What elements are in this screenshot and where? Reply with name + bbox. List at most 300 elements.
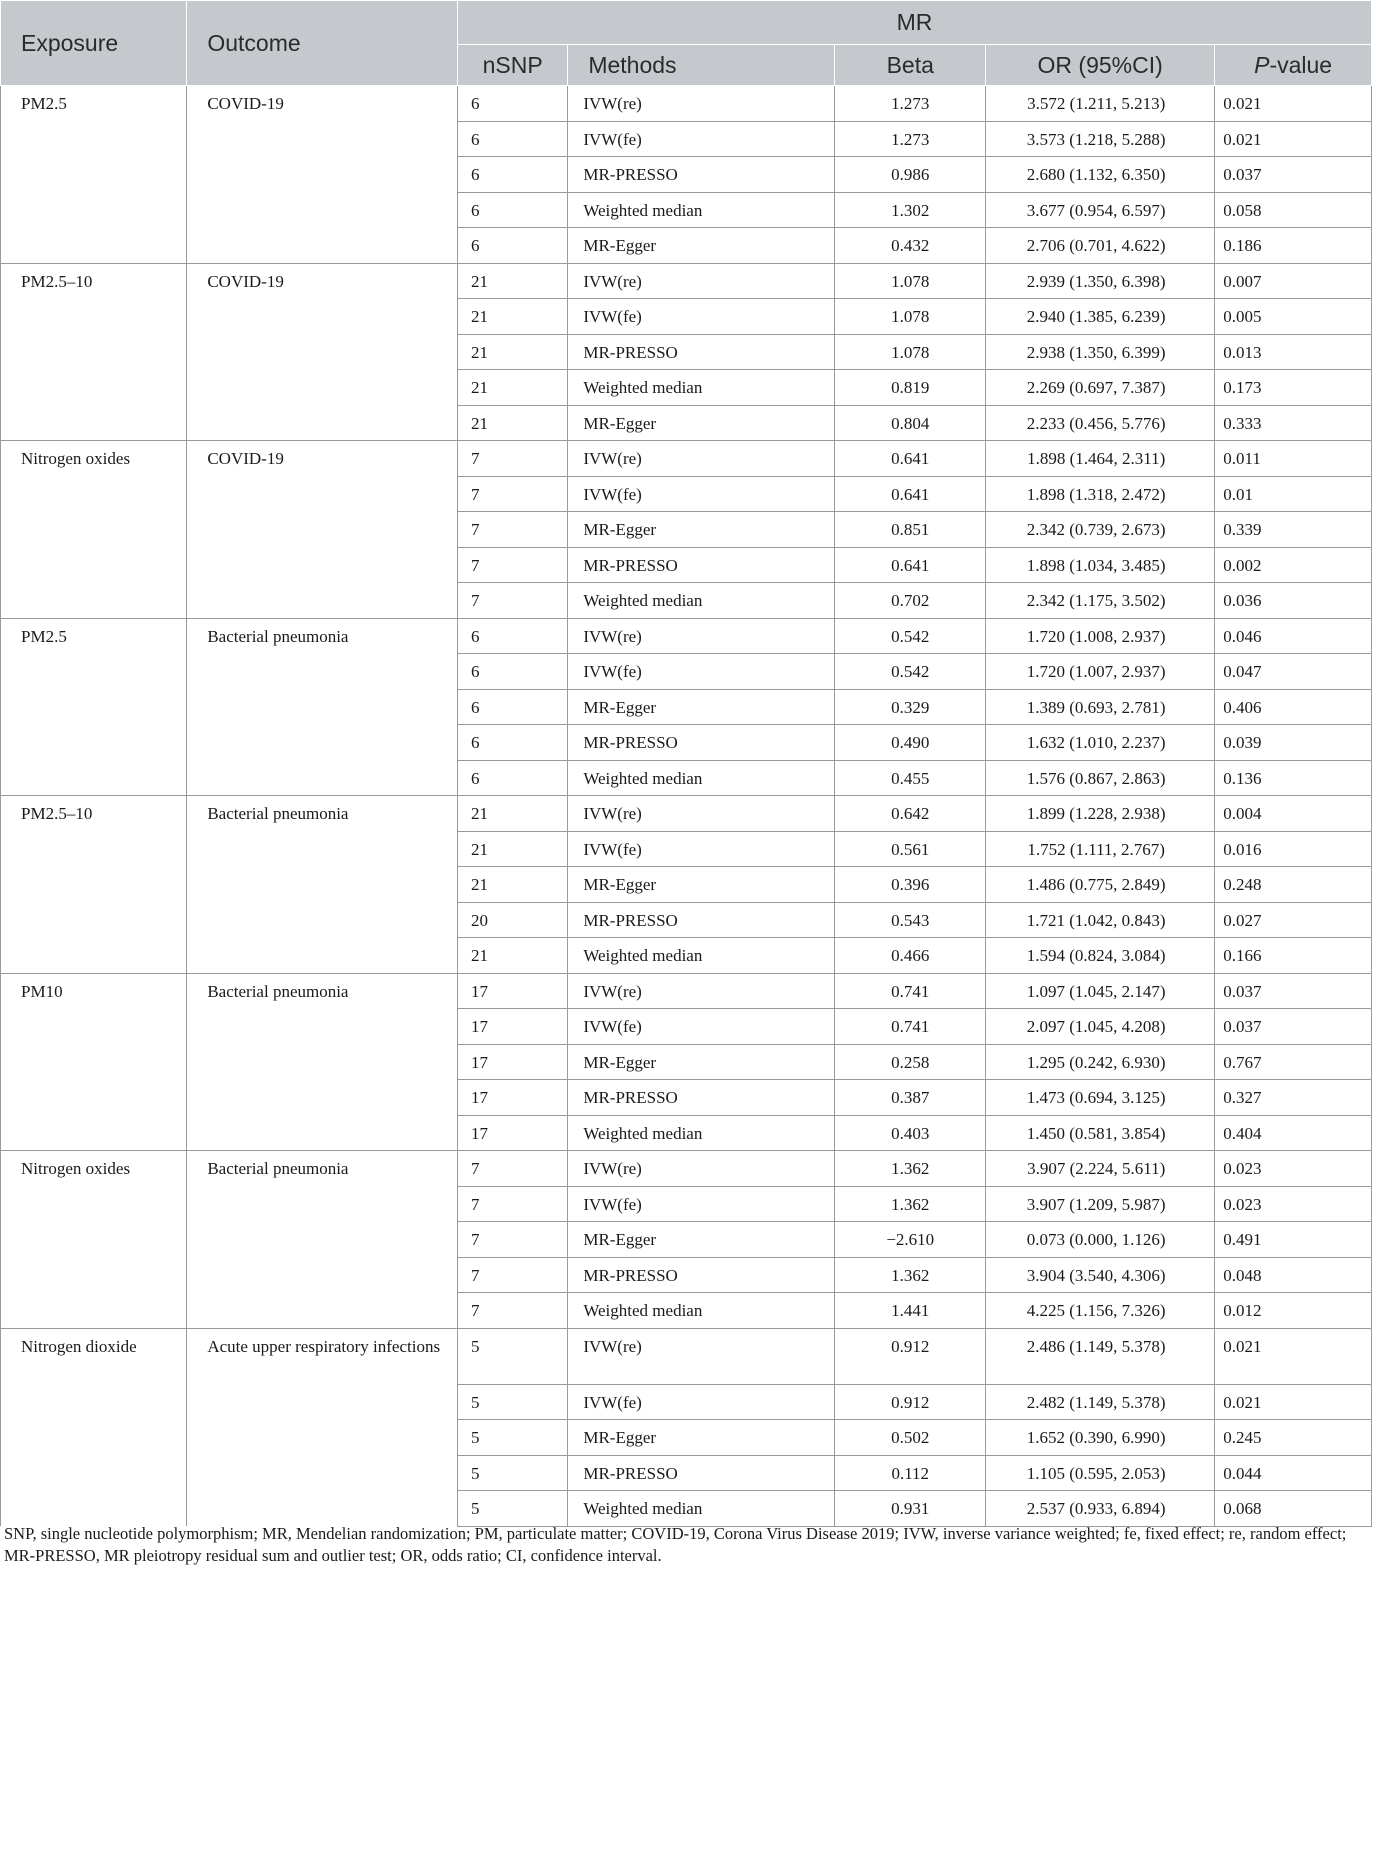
nsnp-cell-text: 6 xyxy=(470,129,480,149)
method-cell-text: MR-PRESSO xyxy=(583,1463,678,1483)
beta-cell xyxy=(835,228,986,264)
or-cell-text: 3.573 (1.218, 5.288) xyxy=(1026,129,1166,149)
method-cell xyxy=(568,725,835,761)
outcome-cell-text: Bacterial pneumonia xyxy=(207,804,349,823)
nsnp-cell xyxy=(457,583,567,619)
method-cell xyxy=(568,796,835,832)
method-cell xyxy=(568,689,835,725)
or-cell xyxy=(986,760,1215,796)
method-cell-text: IVW(re) xyxy=(583,804,642,823)
exposure-cell xyxy=(1,973,187,1151)
or-cell xyxy=(986,618,1215,654)
or-cell-text: 1.899 (1.228, 2.938) xyxy=(1026,804,1166,823)
exposure-cell xyxy=(1,263,187,441)
nsnp-cell-text: 21 xyxy=(470,804,488,823)
or-cell-text: 3.572 (1.211, 5.213) xyxy=(1027,94,1166,113)
nsnp-cell xyxy=(457,405,567,441)
table-group xyxy=(1,973,1372,1151)
beta-cell-text: 0.466 xyxy=(891,946,930,965)
nsnp-cell-text: 6 xyxy=(470,200,480,220)
nsnp-cell xyxy=(457,1151,567,1187)
nsnp-cell-text: 21 xyxy=(470,839,488,859)
method-cell-text: MR-Egger xyxy=(583,1428,657,1447)
nsnp-cell-text: 17 xyxy=(470,1088,488,1107)
exposure-cell xyxy=(1,796,187,974)
method-cell-text: MR-Egger xyxy=(583,236,657,255)
nsnp-cell-text: 6 xyxy=(470,626,480,646)
or-cell xyxy=(986,902,1215,938)
or-cell-text: 1.389 (0.693, 2.781) xyxy=(1026,697,1166,717)
pvalue-cell xyxy=(1215,1151,1372,1187)
beta-cell xyxy=(835,689,986,725)
method-cell xyxy=(568,867,835,903)
or-cell xyxy=(986,1222,1215,1258)
pvalue-cell xyxy=(1215,512,1372,548)
pvalue-cell xyxy=(1215,86,1372,122)
method-cell xyxy=(568,1115,835,1151)
method-cell xyxy=(568,121,835,157)
method-cell-text: MR-Egger xyxy=(583,520,657,539)
method-cell xyxy=(568,1186,835,1222)
pvalue-cell-text: 0.404 xyxy=(1223,1123,1262,1143)
or-cell xyxy=(986,1257,1215,1293)
outcome-cell-text: Bacterial pneumonia xyxy=(207,981,349,1001)
nsnp-cell-text: 7 xyxy=(470,555,480,575)
or-cell-text: 3.677 (0.954, 6.597) xyxy=(1026,200,1166,220)
or-cell xyxy=(986,263,1215,299)
beta-cell-text: 0.986 xyxy=(891,165,930,184)
pvalue-cell xyxy=(1215,192,1372,228)
nsnp-cell-text: 17 xyxy=(470,1123,488,1143)
header-or: OR (95%CI) xyxy=(986,45,1215,86)
pvalue-cell xyxy=(1215,1455,1372,1491)
nsnp-cell-text: 7 xyxy=(470,1265,480,1285)
method-cell-text: IVW(fe) xyxy=(583,1017,642,1036)
pvalue-cell-text: 0.002 xyxy=(1223,555,1262,575)
pvalue-cell xyxy=(1215,689,1372,725)
outcome-cell xyxy=(187,1328,458,1526)
header-mr: MR xyxy=(457,1,1371,45)
or-cell-text: 1.105 (0.595, 2.053) xyxy=(1026,1463,1166,1483)
or-cell xyxy=(986,1115,1215,1151)
pvalue-cell-text: 0.245 xyxy=(1223,1428,1262,1447)
beta-cell xyxy=(835,1044,986,1080)
outcome-cell-text: Bacterial pneumonia xyxy=(207,1159,349,1178)
method-cell-text: MR-Egger xyxy=(583,1052,657,1072)
header-outcome: Outcome xyxy=(187,1,458,86)
or-cell-text: 3.904 (3.540, 4.306) xyxy=(1026,1265,1166,1285)
pvalue-cell-text: 0.173 xyxy=(1223,378,1262,397)
beta-cell xyxy=(835,938,986,974)
method-cell-text: IVW(re) xyxy=(583,1336,642,1356)
header-methods: Methods xyxy=(568,45,835,86)
pvalue-cell xyxy=(1215,228,1372,264)
table-group xyxy=(1,1328,1372,1526)
method-cell xyxy=(568,547,835,583)
beta-cell-text: 0.432 xyxy=(891,236,930,255)
method-cell-text: Weighted median xyxy=(583,946,703,965)
outcome-cell xyxy=(187,618,458,796)
or-cell-text: 2.097 (1.045, 4.208) xyxy=(1026,1017,1166,1036)
beta-cell-text: 0.641 xyxy=(891,449,930,468)
pvalue-cell xyxy=(1215,973,1372,1009)
header-pvalue xyxy=(1215,45,1372,86)
pvalue-cell-text: 0.491 xyxy=(1223,1230,1262,1249)
nsnp-cell xyxy=(457,1293,567,1329)
pvalue-cell-text: 0.044 xyxy=(1223,1463,1262,1483)
method-cell-text: MR-PRESSO xyxy=(583,342,678,362)
method-cell-text: IVW(fe) xyxy=(583,1194,642,1214)
method-cell xyxy=(568,86,835,122)
beta-cell-text: 0.912 xyxy=(891,1392,930,1412)
beta-cell-text: 1.273 xyxy=(891,94,930,113)
beta-cell xyxy=(835,867,986,903)
or-cell xyxy=(986,1186,1215,1222)
or-cell-text: 2.939 (1.350, 6.398) xyxy=(1026,271,1166,291)
method-cell xyxy=(568,1222,835,1258)
beta-cell-text: 0.403 xyxy=(891,1123,930,1143)
method-cell xyxy=(568,583,835,619)
method-cell-text: IVW(re) xyxy=(583,271,642,291)
nsnp-cell xyxy=(457,1491,567,1527)
nsnp-cell xyxy=(457,760,567,796)
beta-cell xyxy=(835,192,986,228)
beta-cell-text: 0.396 xyxy=(891,875,930,894)
pvalue-cell xyxy=(1215,654,1372,690)
exposure-cell xyxy=(1,441,187,619)
nsnp-cell-text: 7 xyxy=(470,1194,480,1214)
pvalue-cell-text: 0.027 xyxy=(1223,910,1262,930)
method-cell xyxy=(568,902,835,938)
nsnp-cell xyxy=(457,512,567,548)
or-cell-text: 2.233 (0.456, 5.776) xyxy=(1026,413,1166,433)
pvalue-cell-text: 0.327 xyxy=(1223,1088,1262,1107)
or-cell xyxy=(986,228,1215,264)
exposure-cell xyxy=(1,1151,187,1329)
table-group xyxy=(1,1151,1372,1329)
nsnp-cell xyxy=(457,902,567,938)
pvalue-cell xyxy=(1215,547,1372,583)
method-cell-text: Weighted median xyxy=(583,768,703,788)
or-cell xyxy=(986,405,1215,441)
beta-cell xyxy=(835,441,986,477)
beta-cell-text: 0.329 xyxy=(891,697,930,717)
pvalue-cell-text: 0.021 xyxy=(1223,94,1262,113)
nsnp-cell-text: 20 xyxy=(470,910,488,930)
exposure-cell-text: PM10 xyxy=(21,981,63,1001)
pvalue-cell-text: 0.004 xyxy=(1223,804,1262,823)
nsnp-cell xyxy=(457,973,567,1009)
pvalue-cell xyxy=(1215,476,1372,512)
beta-cell xyxy=(835,547,986,583)
method-cell xyxy=(568,1009,835,1045)
beta-cell xyxy=(835,1257,986,1293)
exposure-cell xyxy=(1,618,187,796)
pvalue-cell-text: 0.767 xyxy=(1223,1052,1262,1072)
nsnp-cell xyxy=(457,1222,567,1258)
table-footnote: SNP, single nucleotide polymorphism; MR, Mendelian randomization; PM, particulate matter; COVID-19, Corona Virus Disease 2019; IVW, inverse variance weighted; fe, fixed effect; re, random effect; MR-PRESSO, MR pleiotropy residual sum and outlier test; OR, odds ratio; CI, confidence interval. xyxy=(4,1524,1347,1565)
pvalue-cell-text: 0.166 xyxy=(1223,946,1262,965)
pvalue-cell-text: 0.016 xyxy=(1223,839,1262,859)
nsnp-cell xyxy=(457,299,567,335)
beta-cell xyxy=(835,121,986,157)
pvalue-cell xyxy=(1215,831,1372,867)
or-cell-text: 2.342 (0.739, 2.673) xyxy=(1026,520,1166,539)
beta-cell-text: −2.610 xyxy=(886,1230,935,1249)
beta-cell xyxy=(835,1293,986,1329)
header-pvalue-rest: -value xyxy=(1269,51,1333,78)
nsnp-cell-text: 21 xyxy=(470,342,488,362)
nsnp-cell xyxy=(457,1115,567,1151)
or-cell-text: 1.898 (1.318, 2.472) xyxy=(1026,484,1166,504)
table-row xyxy=(1,263,1372,299)
beta-cell-text: 0.561 xyxy=(891,839,930,859)
or-cell-text: 0.073 (0.000, 1.126) xyxy=(1026,1230,1166,1249)
pvalue-cell-text: 0.048 xyxy=(1223,1265,1262,1285)
pvalue-cell xyxy=(1215,334,1372,370)
method-cell xyxy=(568,654,835,690)
beta-cell xyxy=(835,263,986,299)
nsnp-cell-text: 6 xyxy=(470,165,480,184)
nsnp-cell xyxy=(457,796,567,832)
beta-cell xyxy=(835,831,986,867)
beta-cell-text: 0.642 xyxy=(891,804,930,823)
nsnp-cell-text: 6 xyxy=(470,662,480,681)
method-cell xyxy=(568,1080,835,1116)
method-cell xyxy=(568,760,835,796)
beta-cell xyxy=(835,1186,986,1222)
table-group xyxy=(1,86,1372,264)
method-cell xyxy=(568,1257,835,1293)
or-cell-text: 1.473 (0.694, 3.125) xyxy=(1026,1088,1166,1107)
nsnp-cell xyxy=(457,1186,567,1222)
nsnp-cell-text: 7 xyxy=(470,1159,480,1178)
beta-cell xyxy=(835,1009,986,1045)
method-cell xyxy=(568,476,835,512)
or-cell xyxy=(986,512,1215,548)
nsnp-cell-text: 17 xyxy=(470,1052,488,1072)
or-cell xyxy=(986,1080,1215,1116)
pvalue-cell xyxy=(1215,760,1372,796)
pvalue-cell xyxy=(1215,1186,1372,1222)
pvalue-cell-text: 0.186 xyxy=(1223,236,1262,255)
beta-cell-text: 1.441 xyxy=(891,1301,930,1320)
nsnp-cell xyxy=(457,441,567,477)
beta-cell-text: 1.078 xyxy=(891,271,930,291)
method-cell-text: IVW(fe) xyxy=(583,129,642,149)
or-cell xyxy=(986,831,1215,867)
nsnp-cell xyxy=(457,689,567,725)
method-cell-text: IVW(re) xyxy=(583,981,642,1001)
pvalue-cell xyxy=(1215,902,1372,938)
nsnp-cell xyxy=(457,370,567,406)
nsnp-cell-text: 6 xyxy=(470,697,480,717)
outcome-cell xyxy=(187,263,458,441)
table-row xyxy=(1,973,1372,1009)
pvalue-cell xyxy=(1215,1222,1372,1258)
or-cell-text: 4.225 (1.156, 7.326) xyxy=(1026,1301,1166,1320)
method-cell xyxy=(568,1328,835,1384)
method-cell xyxy=(568,1420,835,1456)
beta-cell xyxy=(835,760,986,796)
or-cell xyxy=(986,867,1215,903)
beta-cell-text: 1.078 xyxy=(891,342,930,362)
or-cell-text: 1.295 (0.242, 6.930) xyxy=(1026,1052,1166,1072)
pvalue-cell xyxy=(1215,121,1372,157)
nsnp-cell-text: 6 xyxy=(470,236,480,255)
beta-cell xyxy=(835,512,986,548)
outcome-cell xyxy=(187,1151,458,1329)
method-cell-text: IVW(re) xyxy=(583,449,642,468)
exposure-cell-text: Nitrogen dioxide xyxy=(21,1336,137,1356)
method-cell-text: IVW(fe) xyxy=(583,307,642,326)
or-cell-text: 1.720 (1.007, 2.937) xyxy=(1026,662,1166,681)
or-cell xyxy=(986,654,1215,690)
nsnp-cell xyxy=(457,938,567,974)
exposure-cell xyxy=(1,86,187,264)
nsnp-cell-text: 21 xyxy=(470,946,488,965)
pvalue-cell-text: 0.047 xyxy=(1223,662,1262,681)
or-cell-text: 2.537 (0.933, 6.894) xyxy=(1026,1499,1166,1518)
method-cell xyxy=(568,405,835,441)
outcome-cell xyxy=(187,441,458,619)
outcome-cell-text: Acute upper respiratory infections xyxy=(207,1336,441,1356)
method-cell xyxy=(568,1293,835,1329)
pvalue-cell-text: 0.046 xyxy=(1223,626,1262,646)
beta-cell-text: 0.258 xyxy=(891,1052,930,1072)
pvalue-cell-text: 0.037 xyxy=(1223,1017,1262,1036)
nsnp-cell-text: 5 xyxy=(470,1392,480,1412)
or-cell xyxy=(986,192,1215,228)
beta-cell xyxy=(835,334,986,370)
beta-cell-text: 0.641 xyxy=(891,484,930,504)
nsnp-cell-text: 7 xyxy=(470,449,480,468)
method-cell xyxy=(568,228,835,264)
nsnp-cell xyxy=(457,867,567,903)
beta-cell-text: 1.362 xyxy=(891,1194,930,1214)
nsnp-cell-text: 5 xyxy=(470,1499,480,1518)
nsnp-cell xyxy=(457,547,567,583)
method-cell-text: MR-Egger xyxy=(583,875,657,894)
or-cell-text: 2.938 (1.350, 6.399) xyxy=(1026,342,1166,362)
pvalue-cell-text: 0.021 xyxy=(1223,1336,1262,1356)
or-cell-text: 1.652 (0.390, 6.990) xyxy=(1026,1428,1166,1447)
pvalue-cell xyxy=(1215,370,1372,406)
method-cell xyxy=(568,618,835,654)
pvalue-cell xyxy=(1215,725,1372,761)
beta-cell-text: 0.741 xyxy=(891,1017,930,1036)
pvalue-cell xyxy=(1215,1044,1372,1080)
method-cell xyxy=(568,192,835,228)
table-row xyxy=(1,796,1372,832)
table-group xyxy=(1,796,1372,974)
nsnp-cell-text: 5 xyxy=(470,1336,480,1356)
or-cell-text: 2.342 (1.175, 3.502) xyxy=(1026,591,1166,610)
beta-cell xyxy=(835,618,986,654)
pvalue-cell xyxy=(1215,1257,1372,1293)
method-cell xyxy=(568,157,835,193)
pvalue-cell-text: 0.012 xyxy=(1223,1301,1262,1320)
beta-cell xyxy=(835,1080,986,1116)
beta-cell xyxy=(835,86,986,122)
method-cell xyxy=(568,263,835,299)
nsnp-cell xyxy=(457,86,567,122)
pvalue-cell xyxy=(1215,938,1372,974)
or-cell xyxy=(986,1044,1215,1080)
beta-cell xyxy=(835,405,986,441)
nsnp-cell-text: 21 xyxy=(470,875,488,894)
method-cell xyxy=(568,1455,835,1491)
nsnp-cell-text: 7 xyxy=(470,484,480,504)
method-cell-text: Weighted median xyxy=(583,1301,703,1320)
method-cell-text: Weighted median xyxy=(583,200,703,220)
or-cell-text: 2.486 (1.149, 5.378) xyxy=(1026,1336,1166,1356)
nsnp-cell-text: 17 xyxy=(470,1017,488,1036)
pvalue-cell-text: 0.023 xyxy=(1223,1159,1262,1178)
beta-cell-text: 0.851 xyxy=(891,520,930,539)
or-cell-text: 2.940 (1.385, 6.239) xyxy=(1026,307,1166,326)
nsnp-cell xyxy=(457,157,567,193)
pvalue-cell-text: 0.248 xyxy=(1223,875,1262,894)
beta-cell xyxy=(835,476,986,512)
table-row xyxy=(1,618,1372,654)
pvalue-cell xyxy=(1215,618,1372,654)
method-cell-text: MR-Egger xyxy=(583,697,657,717)
method-cell xyxy=(568,370,835,406)
exposure-cell-text: Nitrogen oxides xyxy=(21,449,131,468)
table-row xyxy=(1,1151,1372,1187)
table-group xyxy=(1,263,1372,441)
beta-cell-text: 0.112 xyxy=(891,1463,930,1483)
table-row xyxy=(1,86,1372,122)
or-cell xyxy=(986,1455,1215,1491)
beta-cell-text: 1.302 xyxy=(891,200,930,220)
beta-cell xyxy=(835,157,986,193)
nsnp-cell xyxy=(457,228,567,264)
method-cell-text: MR-Egger xyxy=(583,413,657,433)
pvalue-cell-text: 0.023 xyxy=(1223,1194,1262,1214)
beta-cell xyxy=(835,1115,986,1151)
outcome-cell-text: COVID-19 xyxy=(207,94,284,113)
nsnp-cell-text: 5 xyxy=(470,1428,480,1447)
method-cell-text: Weighted median xyxy=(583,1123,703,1143)
pvalue-cell-text: 0.058 xyxy=(1223,200,1262,220)
pvalue-cell xyxy=(1215,1328,1372,1384)
beta-cell xyxy=(835,583,986,619)
pvalue-cell xyxy=(1215,867,1372,903)
or-cell xyxy=(986,1384,1215,1420)
exposure-cell-text: PM2.5–10 xyxy=(21,271,93,291)
pvalue-cell xyxy=(1215,1080,1372,1116)
pvalue-cell xyxy=(1215,1293,1372,1329)
or-cell xyxy=(986,1293,1215,1329)
beta-cell-text: 1.273 xyxy=(891,129,930,149)
method-cell xyxy=(568,512,835,548)
or-cell-text: 2.269 (0.697, 7.387) xyxy=(1026,378,1166,397)
method-cell xyxy=(568,1491,835,1527)
pvalue-cell-text: 0.039 xyxy=(1223,733,1262,752)
nsnp-cell-text: 7 xyxy=(470,1301,480,1320)
nsnp-cell xyxy=(457,618,567,654)
nsnp-cell-text: 6 xyxy=(470,733,480,752)
or-cell-text: 3.907 (2.224, 5.611) xyxy=(1027,1159,1166,1178)
pvalue-cell-text: 0.005 xyxy=(1223,307,1262,326)
or-cell-text: 1.898 (1.464, 2.311) xyxy=(1027,449,1166,468)
nsnp-cell-text: 21 xyxy=(470,378,488,397)
method-cell-text: MR-PRESSO xyxy=(583,555,678,575)
method-cell-text: IVW(fe) xyxy=(583,839,642,859)
or-cell-text: 3.907 (1.209, 5.987) xyxy=(1026,1194,1166,1214)
